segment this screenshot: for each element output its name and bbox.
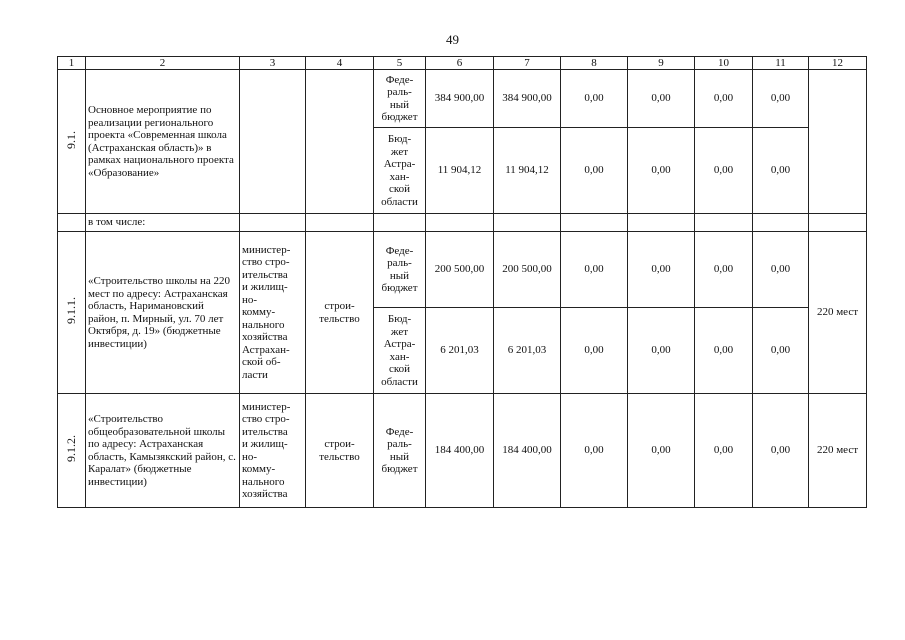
amount-cell: 0,00 [695,394,753,508]
empty-cell [306,214,374,232]
table-row [58,214,867,232]
amount-cell: 0,00 [561,70,628,128]
funding-source: Бюд- жет Астра- хан- ской области [374,128,426,214]
header-cell: 7 [494,57,561,70]
header-cell: 6 [426,57,494,70]
amount-cell: 0,00 [753,308,809,394]
result-cell [809,70,867,214]
table-header-row [58,57,867,70]
amount-cell: 0,00 [561,394,628,508]
header-cell: 1 [58,57,86,70]
amount-cell: 184 400,00 [426,394,494,508]
amount-cell: 0,00 [561,308,628,394]
budget-table [57,56,867,508]
empty-cell [58,214,86,232]
amount-cell: 6 201,03 [426,308,494,394]
funding-source: Феде- раль- ный бюджет [374,70,426,128]
header-cell: 8 [561,57,628,70]
row-code: 9.1.2. [64,435,79,463]
amount-cell: 0,00 [753,70,809,128]
amount-cell: 0,00 [753,128,809,214]
measure-name: «Строительство общеобразовательной школы по адресу: Астраханская область, Камызякский район, с. Каралат» (бюджетные инвестиции) [86,394,240,508]
header-cell: 12 [809,57,867,70]
table-row [58,70,867,128]
amount-cell: 384 900,00 [494,70,561,128]
empty-cell [240,214,306,232]
row-code: 9.1. [64,130,79,149]
empty-cell [809,214,867,232]
amount-cell: 200 500,00 [494,232,561,308]
header-cell: 3 [240,57,306,70]
amount-cell: 0,00 [695,232,753,308]
direction: строи- тельство [306,394,374,508]
amount-cell: 0,00 [628,232,695,308]
empty-cell [374,214,426,232]
amount-cell: 0,00 [628,308,695,394]
amount-cell: 11 904,12 [426,128,494,214]
amount-cell: 11 904,12 [494,128,561,214]
empty-cell [753,214,809,232]
executor: министер- ство стро- ительства и жилищ- но- комму- нального хозяйства Астрахан- ской об- ласти [240,232,306,394]
funding-source: Феде- раль- ный бюджет [374,232,426,308]
row-code-cell [58,70,86,214]
amount-cell: 0,00 [695,70,753,128]
amount-cell: 0,00 [695,128,753,214]
amount-cell: 0,00 [628,128,695,214]
amount-cell: 0,00 [561,128,628,214]
amount-cell: 6 201,03 [494,308,561,394]
empty-cell [426,214,494,232]
amount-cell: 184 400,00 [494,394,561,508]
amount-cell: 384 900,00 [426,70,494,128]
amount-cell: 200 500,00 [426,232,494,308]
amount-cell: 0,00 [753,394,809,508]
table-row [58,394,867,508]
result-cell: 220 мест [809,394,867,508]
row-code-cell [58,394,86,508]
table-row [58,232,867,308]
amount-cell: 0,00 [628,394,695,508]
empty-cell [494,214,561,232]
empty-cell [628,214,695,232]
header-cell: 4 [306,57,374,70]
subheader-label: в том числе: [86,214,240,232]
measure-name: «Строительство школы на 220 мест по адресу: Астраханская область, Наримановский район, п. Мирный, ул. 70 лет Октября, д. 19» (бюджетные инвестиции) [86,232,240,394]
funding-source: Бюд- жет Астра- хан- ской области [374,308,426,394]
row-code: 9.1.1. [64,297,79,325]
header-cell: 10 [695,57,753,70]
amount-cell: 0,00 [561,232,628,308]
header-cell: 9 [628,57,695,70]
header-cell: 11 [753,57,809,70]
amount-cell: 0,00 [628,70,695,128]
amount-cell: 0,00 [695,308,753,394]
row-code-cell [58,232,86,394]
header-cell: 5 [374,57,426,70]
executor [240,70,306,214]
measure-name: Основное мероприятие по реализации регионального проекта «Современная школа (Астраханская область)» в рамках национального проекта «Образование» [86,70,240,214]
funding-source: Феде- раль- ный бюджет [374,394,426,508]
header-cell: 2 [86,57,240,70]
amount-cell: 0,00 [753,232,809,308]
empty-cell [561,214,628,232]
direction [306,70,374,214]
direction: строи- тельство [306,232,374,394]
empty-cell [695,214,753,232]
page-number: 49 [446,32,459,47]
result-cell: 220 мест [809,232,867,394]
executor: министер- ство стро- ительства и жилищ- но- комму- нального хозяйства [240,394,306,508]
